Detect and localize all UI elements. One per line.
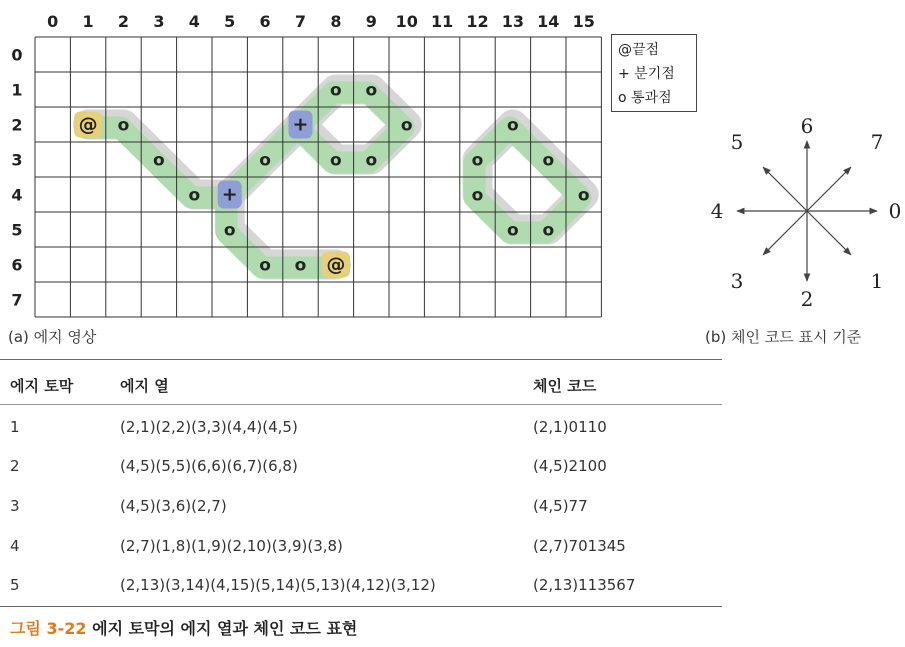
pass-point-marker: o xyxy=(188,185,201,206)
pass-point-marker: o xyxy=(259,255,271,276)
pass-point-marker: o xyxy=(153,150,165,171)
direction-label-7: 7 xyxy=(870,130,884,154)
row-id: 5 xyxy=(10,576,20,594)
direction-label-6: 6 xyxy=(800,114,814,138)
row-label: 4 xyxy=(11,185,23,205)
pass-point-marker: o xyxy=(330,150,342,171)
figure-caption xyxy=(10,616,357,639)
row-chain-code: (2,7)701345 xyxy=(533,537,626,555)
direction-arrow-5 xyxy=(763,167,807,211)
row-label: 0 xyxy=(11,45,23,65)
column-label: 7 xyxy=(294,12,307,31)
row-id: 2 xyxy=(10,457,20,475)
row-label: 6 xyxy=(11,255,23,275)
caption-edge-image: (a) 에지 영상 xyxy=(8,328,97,346)
branch-point-marker: + xyxy=(292,113,309,136)
figure-number: 그림 3-22 xyxy=(10,619,87,638)
caption-chain-code-basis: (b) 체인 코드 표시 기준 xyxy=(705,328,862,346)
direction-label-5: 5 xyxy=(730,130,744,154)
pass-point-marker: o xyxy=(471,150,484,171)
legend-pass-point: o 통과점 xyxy=(618,90,672,106)
edge-image-grid xyxy=(11,12,601,317)
pass-point-marker: o xyxy=(365,80,378,101)
row-edge-sequence: (4,5)(5,5)(6,6)(6,7)(6,8) xyxy=(120,457,298,475)
pass-point-marker: o xyxy=(400,115,413,136)
pass-point-marker: o xyxy=(117,115,130,136)
pass-point-marker: o xyxy=(330,80,342,101)
header-edge-segment: 에지 토막 xyxy=(10,377,74,395)
column-label: 9 xyxy=(365,12,377,31)
grid-lines xyxy=(35,37,601,317)
row-edge-sequence: (4,5)(3,6)(2,7) xyxy=(120,497,227,515)
column-label: 2 xyxy=(117,12,130,31)
pass-point-marker: o xyxy=(471,185,484,206)
direction-label-1: 1 xyxy=(870,269,884,293)
pass-point-marker: o xyxy=(259,150,271,171)
pass-point-marker: o xyxy=(577,185,590,206)
branch-point-marker: + xyxy=(221,183,238,206)
column-label: 8 xyxy=(330,12,342,31)
row-chain-code: (4,5)77 xyxy=(533,497,588,515)
row-edge-sequence: (2,13)(3,14)(4,15)(5,14)(5,13)(4,12)(3,12) xyxy=(120,576,436,594)
legend-box xyxy=(611,34,697,112)
row-label: 5 xyxy=(11,220,23,240)
column-label: 10 xyxy=(395,12,418,31)
column-label: 3 xyxy=(153,12,165,31)
row-id: 4 xyxy=(10,537,20,555)
direction-label-2: 2 xyxy=(800,287,814,311)
pass-point-marker: o xyxy=(294,255,307,276)
row-id: 3 xyxy=(10,497,20,515)
row-chain-code: (2,13)113567 xyxy=(533,576,636,594)
pass-point-marker: o xyxy=(542,220,555,241)
direction-label-3: 3 xyxy=(730,269,744,293)
end-point-marker: @ xyxy=(326,253,346,276)
column-label: 13 xyxy=(501,12,525,31)
column-label: 5 xyxy=(224,12,236,31)
column-label: 1 xyxy=(82,12,94,31)
row-label: 2 xyxy=(11,115,23,135)
direction-arrow-1 xyxy=(807,211,851,255)
row-label: 1 xyxy=(11,80,23,100)
row-label: 3 xyxy=(11,150,23,170)
pass-point-marker: o xyxy=(542,150,555,171)
direction-arrow-7 xyxy=(807,167,851,211)
direction-label-4: 4 xyxy=(710,199,724,223)
pass-point-marker: o xyxy=(223,220,236,241)
row-chain-code: (2,1)0110 xyxy=(533,418,607,436)
column-label: 15 xyxy=(572,12,595,31)
legend-end-point: @끝점 xyxy=(618,42,660,58)
header-chain-code: 체인 코드 xyxy=(533,377,597,395)
chain-code-compass xyxy=(711,114,902,311)
direction-label-0: 0 xyxy=(888,199,902,223)
column-label: 12 xyxy=(466,12,489,31)
pass-point-marker: o xyxy=(507,220,519,241)
legend-branch-point: + 분기점 xyxy=(618,66,675,82)
column-label: 14 xyxy=(537,12,560,31)
row-id: 1 xyxy=(10,418,20,436)
column-label: 0 xyxy=(47,12,59,31)
pass-point-marker: o xyxy=(365,150,378,171)
direction-arrow-3 xyxy=(763,211,807,255)
column-label: 6 xyxy=(259,12,271,31)
column-label: 4 xyxy=(188,12,200,31)
row-edge-sequence: (2,7)(1,8)(1,9)(2,10)(3,9)(3,8) xyxy=(120,537,343,555)
row-label: 7 xyxy=(11,290,23,310)
header-edge-sequence: 에지 열 xyxy=(120,377,169,395)
row-chain-code: (4,5)2100 xyxy=(533,457,607,475)
column-label: 11 xyxy=(430,12,454,31)
figure-caption-text: 에지 토막의 에지 열과 체인 코드 표현 xyxy=(92,619,358,638)
pass-point-marker: o xyxy=(507,115,519,136)
row-edge-sequence: (2,1)(2,2)(3,3)(4,4)(4,5) xyxy=(120,418,298,436)
end-point-marker: @ xyxy=(78,113,98,136)
